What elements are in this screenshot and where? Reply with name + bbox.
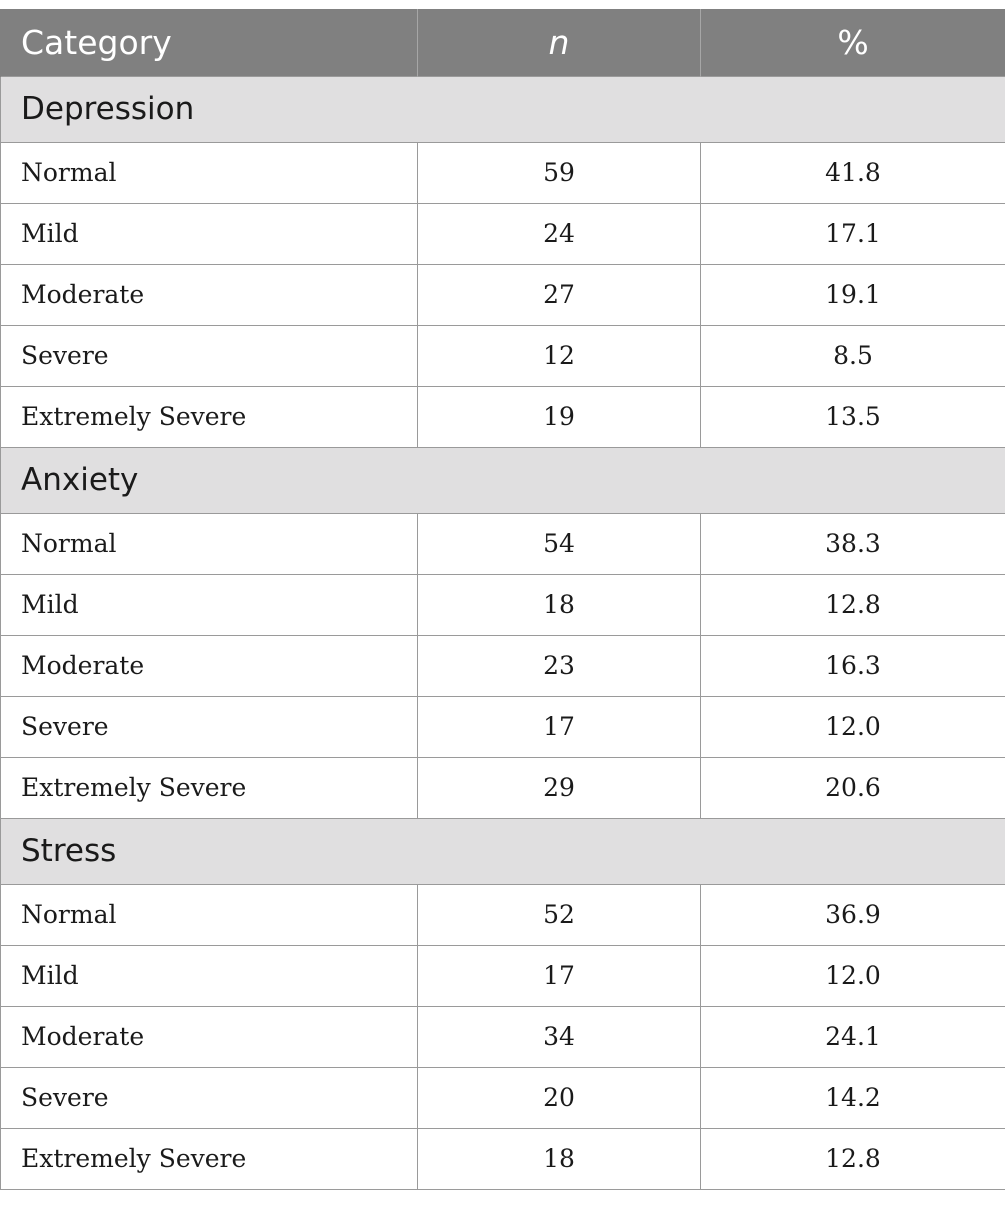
row-n: 23 [418, 635, 701, 696]
row-n: 34 [418, 1006, 701, 1067]
row-label: Severe [1, 1067, 418, 1128]
row-n: 59 [418, 142, 701, 203]
row-percent: 16.3 [701, 635, 1005, 696]
row-n: 17 [418, 945, 701, 1006]
row-label: Moderate [1, 264, 418, 325]
row-percent: 14.2 [701, 1067, 1005, 1128]
row-percent: 41.8 [701, 142, 1005, 203]
row-n: 29 [418, 757, 701, 818]
row-label: Mild [1, 203, 418, 264]
row-label: Severe [1, 696, 418, 757]
table-row [1, 1006, 1005, 1067]
header-percent: % [701, 9, 1005, 76]
header-n: n [418, 9, 701, 76]
row-label: Extremely Severe [1, 1128, 418, 1189]
table-row [1, 884, 1005, 945]
row-n: 18 [418, 1128, 701, 1189]
table-row [1, 757, 1005, 818]
row-n: 17 [418, 696, 701, 757]
row-label: Extremely Severe [1, 386, 418, 447]
data-table [0, 9, 1005, 1190]
row-n: 19 [418, 386, 701, 447]
row-percent: 12.0 [701, 945, 1005, 1006]
row-n: 18 [418, 574, 701, 635]
row-label: Mild [1, 945, 418, 1006]
table-row [1, 945, 1005, 1006]
table-row [1, 1067, 1005, 1128]
row-percent: 38.3 [701, 513, 1005, 574]
header-row [1, 9, 1005, 76]
group-title: Anxiety [1, 447, 1005, 513]
table-row [1, 325, 1005, 386]
table-row [1, 264, 1005, 325]
header-category: Category [1, 9, 418, 76]
row-label: Severe [1, 325, 418, 386]
row-percent: 8.5 [701, 325, 1005, 386]
row-label: Mild [1, 574, 418, 635]
row-percent: 20.6 [701, 757, 1005, 818]
row-n: 27 [418, 264, 701, 325]
table-row [1, 1128, 1005, 1189]
row-n: 54 [418, 513, 701, 574]
table-row [1, 513, 1005, 574]
row-percent: 17.1 [701, 203, 1005, 264]
row-percent: 12.8 [701, 1128, 1005, 1189]
row-label: Normal [1, 142, 418, 203]
row-percent: 13.5 [701, 386, 1005, 447]
row-percent: 19.1 [701, 264, 1005, 325]
row-n: 52 [418, 884, 701, 945]
row-label: Extremely Severe [1, 757, 418, 818]
row-percent: 12.8 [701, 574, 1005, 635]
group-title: Stress [1, 818, 1005, 884]
row-label: Moderate [1, 1006, 418, 1067]
group-title: Depression [1, 76, 1005, 142]
table-row [1, 386, 1005, 447]
row-percent: 12.0 [701, 696, 1005, 757]
row-n: 20 [418, 1067, 701, 1128]
table-row [1, 696, 1005, 757]
group-row-anxiety [1, 447, 1005, 513]
row-label: Normal [1, 513, 418, 574]
row-percent: 36.9 [701, 884, 1005, 945]
table-row [1, 203, 1005, 264]
table-row [1, 635, 1005, 696]
table-row [1, 574, 1005, 635]
row-label: Normal [1, 884, 418, 945]
row-percent: 24.1 [701, 1006, 1005, 1067]
table-row [1, 142, 1005, 203]
group-row-stress [1, 818, 1005, 884]
row-label: Moderate [1, 635, 418, 696]
row-n: 24 [418, 203, 701, 264]
row-n: 12 [418, 325, 701, 386]
group-row-depression [1, 76, 1005, 142]
